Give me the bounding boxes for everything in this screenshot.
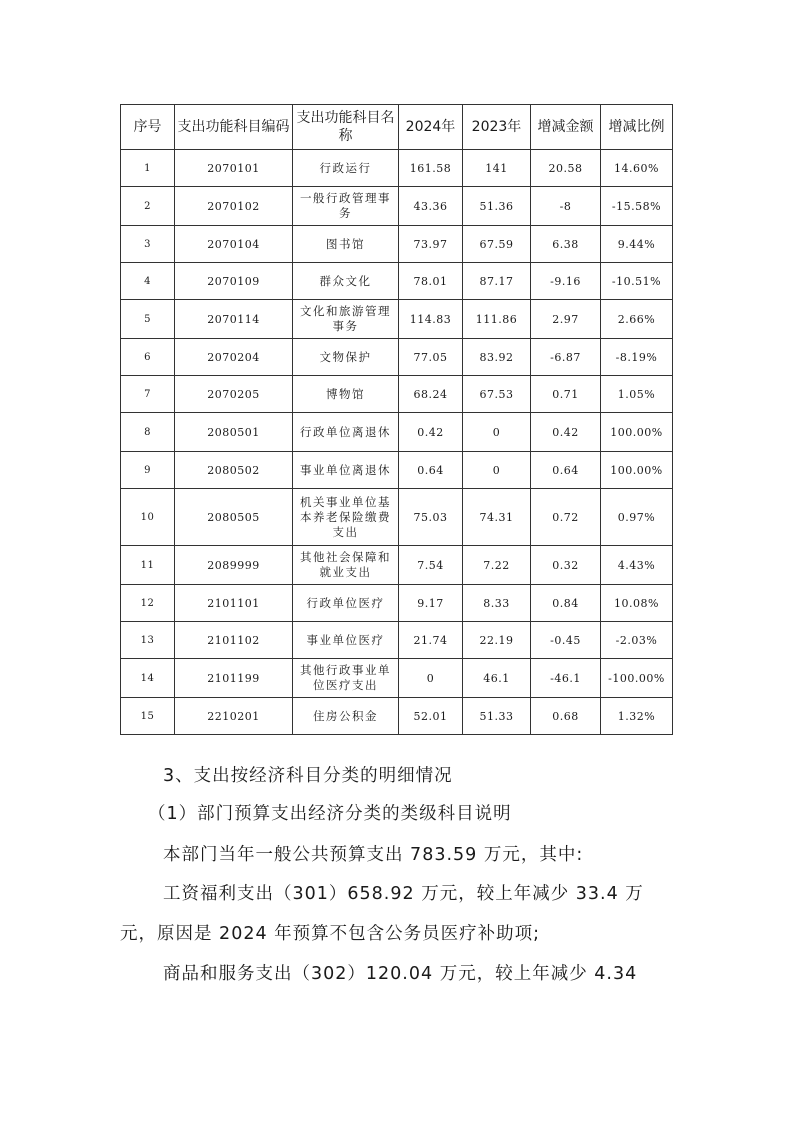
table-row [121, 300, 673, 339]
cell-seq: 10 [121, 489, 175, 546]
cell-code: 2070204 [175, 339, 293, 376]
cell-code: 2070101 [175, 150, 293, 187]
cell-change-ratio: 0.97% [601, 489, 673, 546]
cell-2023: 7.22 [463, 546, 531, 585]
cell-seq: 9 [121, 452, 175, 489]
cell-name: 行政单位医疗 [293, 585, 399, 622]
cell-change-amount: 2.97 [531, 300, 601, 339]
cell-code: 2070205 [175, 376, 293, 413]
cell-seq: 8 [121, 413, 175, 452]
cell-name: 文化和旅游管理事务 [293, 300, 399, 339]
cell-seq: 2 [121, 187, 175, 226]
cell-change-ratio: 10.08% [601, 585, 673, 622]
cell-2023: 0 [463, 413, 531, 452]
cell-seq: 7 [121, 376, 175, 413]
cell-code: 2210201 [175, 698, 293, 735]
section-heading: 3、支出按经济科目分类的明细情况 [163, 766, 453, 786]
header-seq: 序号 [121, 105, 175, 150]
cell-2024: 161.58 [399, 150, 463, 187]
cell-name: 机关事业单位基本养老保险缴费支出 [293, 489, 399, 546]
table-row [121, 187, 673, 226]
cell-2023: 22.19 [463, 622, 531, 659]
cell-code: 2080502 [175, 452, 293, 489]
cell-2024: 68.24 [399, 376, 463, 413]
table-row [121, 622, 673, 659]
cell-change-amount: 0.64 [531, 452, 601, 489]
cell-change-amount: 0.32 [531, 546, 601, 585]
cell-code: 2101199 [175, 659, 293, 698]
body-line: 元，原因是 2024 年预算不包含公务员医疗补助项; [120, 924, 541, 944]
header-name: 支出功能科目名称 [293, 105, 399, 150]
body-line: 商品和服务支出（302）120.04 万元，较上年减少 4.34 [163, 964, 638, 984]
cell-code: 2070102 [175, 187, 293, 226]
cell-2023: 87.17 [463, 263, 531, 300]
cell-change-ratio: 14.60% [601, 150, 673, 187]
cell-2024: 77.05 [399, 339, 463, 376]
cell-name: 其他行政事业单位医疗支出 [293, 659, 399, 698]
header-change-ratio: 增减比例 [601, 105, 673, 150]
cell-2024: 0.42 [399, 413, 463, 452]
cell-2024: 9.17 [399, 585, 463, 622]
body-line: 本部门当年一般公共预算支出 783.59 万元，其中: [163, 845, 584, 865]
table-row [121, 698, 673, 735]
cell-seq: 15 [121, 698, 175, 735]
cell-name: 一般行政管理事务 [293, 187, 399, 226]
table-row [121, 659, 673, 698]
header-2023: 2023年 [463, 105, 531, 150]
cell-change-amount: -6.87 [531, 339, 601, 376]
cell-2024: 78.01 [399, 263, 463, 300]
cell-2024: 21.74 [399, 622, 463, 659]
cell-seq: 3 [121, 226, 175, 263]
table-header-row [121, 105, 673, 150]
cell-2023: 51.33 [463, 698, 531, 735]
cell-2023: 111.86 [463, 300, 531, 339]
cell-change-ratio: -8.19% [601, 339, 673, 376]
cell-seq: 11 [121, 546, 175, 585]
cell-code: 2070104 [175, 226, 293, 263]
expenditure-table [120, 104, 673, 735]
cell-2024: 0 [399, 659, 463, 698]
cell-seq: 1 [121, 150, 175, 187]
cell-change-ratio: 9.44% [601, 226, 673, 263]
table-row [121, 150, 673, 187]
cell-code: 2070114 [175, 300, 293, 339]
body-line: 工资福利支出（301）658.92 万元，较上年减少 33.4 万 [163, 884, 644, 904]
cell-change-ratio: -10.51% [601, 263, 673, 300]
cell-name: 事业单位离退休 [293, 452, 399, 489]
cell-change-amount: -0.45 [531, 622, 601, 659]
cell-2024: 52.01 [399, 698, 463, 735]
cell-change-amount: 20.58 [531, 150, 601, 187]
cell-code: 2101102 [175, 622, 293, 659]
table-row [121, 339, 673, 376]
table-row [121, 585, 673, 622]
cell-name: 博物馆 [293, 376, 399, 413]
cell-seq: 14 [121, 659, 175, 698]
table-row [121, 376, 673, 413]
cell-change-ratio: -100.00% [601, 659, 673, 698]
cell-2023: 46.1 [463, 659, 531, 698]
cell-2023: 67.53 [463, 376, 531, 413]
table-row [121, 263, 673, 300]
table-row [121, 489, 673, 546]
cell-code: 2089999 [175, 546, 293, 585]
cell-change-amount: 0.68 [531, 698, 601, 735]
cell-name: 行政单位离退休 [293, 413, 399, 452]
cell-2024: 43.36 [399, 187, 463, 226]
cell-2023: 0 [463, 452, 531, 489]
cell-name: 其他社会保障和就业支出 [293, 546, 399, 585]
cell-name: 行政运行 [293, 150, 399, 187]
cell-change-amount: -9.16 [531, 263, 601, 300]
cell-seq: 5 [121, 300, 175, 339]
cell-seq: 6 [121, 339, 175, 376]
sub-heading: （1）部门预算支出经济分类的类级科目说明 [148, 804, 512, 824]
cell-change-ratio: 1.05% [601, 376, 673, 413]
cell-change-amount: 6.38 [531, 226, 601, 263]
cell-name: 文物保护 [293, 339, 399, 376]
table-row [121, 226, 673, 263]
cell-name: 住房公积金 [293, 698, 399, 735]
cell-change-ratio: 4.43% [601, 546, 673, 585]
cell-change-amount: -46.1 [531, 659, 601, 698]
cell-seq: 4 [121, 263, 175, 300]
cell-change-ratio: -2.03% [601, 622, 673, 659]
cell-seq: 12 [121, 585, 175, 622]
cell-2023: 51.36 [463, 187, 531, 226]
header-2024: 2024年 [399, 105, 463, 150]
cell-2024: 75.03 [399, 489, 463, 546]
cell-2024: 0.64 [399, 452, 463, 489]
table-row [121, 413, 673, 452]
cell-change-amount: 0.84 [531, 585, 601, 622]
cell-change-ratio: 100.00% [601, 413, 673, 452]
cell-2023: 67.59 [463, 226, 531, 263]
cell-change-ratio: -15.58% [601, 187, 673, 226]
cell-name: 群众文化 [293, 263, 399, 300]
cell-code: 2101101 [175, 585, 293, 622]
cell-2023: 74.31 [463, 489, 531, 546]
cell-name: 图书馆 [293, 226, 399, 263]
cell-change-amount: 0.71 [531, 376, 601, 413]
header-code: 支出功能科目编码 [175, 105, 293, 150]
header-change-amount: 增减金额 [531, 105, 601, 150]
cell-change-ratio: 1.32% [601, 698, 673, 735]
cell-change-ratio: 100.00% [601, 452, 673, 489]
cell-code: 2070109 [175, 263, 293, 300]
cell-2023: 141 [463, 150, 531, 187]
cell-2024: 7.54 [399, 546, 463, 585]
cell-change-amount: -8 [531, 187, 601, 226]
cell-code: 2080505 [175, 489, 293, 546]
cell-change-amount: 0.42 [531, 413, 601, 452]
cell-2023: 83.92 [463, 339, 531, 376]
cell-2023: 8.33 [463, 585, 531, 622]
cell-seq: 13 [121, 622, 175, 659]
cell-code: 2080501 [175, 413, 293, 452]
table-row [121, 452, 673, 489]
cell-name: 事业单位医疗 [293, 622, 399, 659]
cell-change-amount: 0.72 [531, 489, 601, 546]
table-row [121, 546, 673, 585]
cell-2024: 114.83 [399, 300, 463, 339]
cell-2024: 73.97 [399, 226, 463, 263]
cell-change-ratio: 2.66% [601, 300, 673, 339]
